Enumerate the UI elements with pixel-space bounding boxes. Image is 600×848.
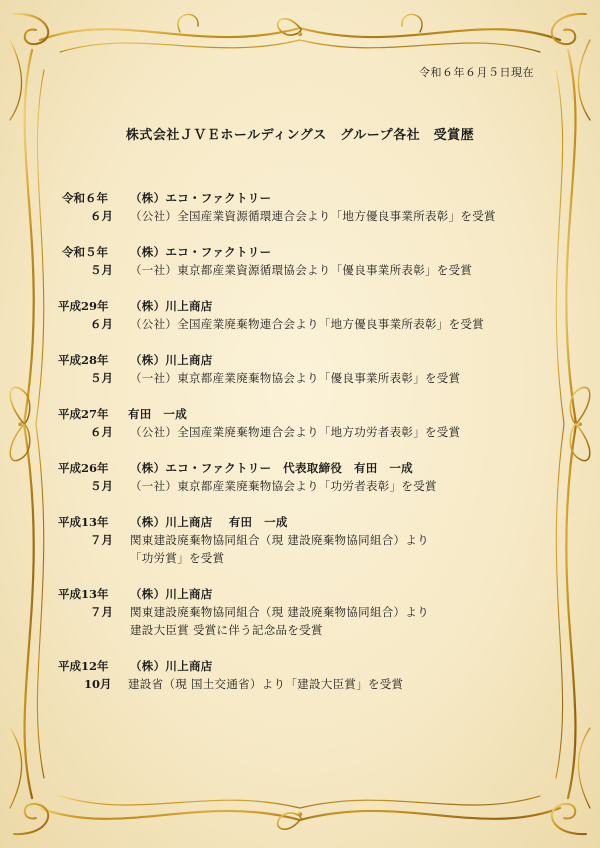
as-of-date: 令和６年６月５日現在 <box>419 66 534 79</box>
award-description: 関東建設廃棄物協同組合（現 建設廃棄物協同組合）より <box>130 533 429 547</box>
award-description: （公社）全国産業資源循環連合会より「地方優良事業所表彰」を受賞 <box>130 209 496 223</box>
award-year: 令和５年 <box>62 245 108 259</box>
award-year: 令和６年 <box>62 191 108 205</box>
award-year: 平成28年 <box>58 353 109 367</box>
award-year: 平成13年 <box>58 515 109 529</box>
award-recipient: （株）エコ・ファクトリー <box>130 245 272 259</box>
award-month: ６月 <box>90 317 113 331</box>
award-description-cont: 「功労賞」を受賞 <box>130 551 225 565</box>
award-description: （一社）東京都産業廃棄物協会より「功労者表彰」を受賞 <box>130 479 437 493</box>
award-description: （公社）全国産業廃棄物連合会より「地方功労者表彰」を受賞 <box>130 425 461 439</box>
award-recipient: 有田 一成 <box>128 407 187 421</box>
award-year: 平成29年 <box>58 299 109 313</box>
award-year: 平成26年 <box>58 461 109 475</box>
award-recipient: （株）エコ・ファクトリー 代表取締役 有田 一成 <box>130 461 413 475</box>
award-month: ７月 <box>90 533 113 547</box>
award-month: ５月 <box>90 479 113 493</box>
award-description: （公社）全国産業廃棄物連合会より「地方優良事業所表彰」を受賞 <box>130 317 484 331</box>
award-description: 関東建設廃棄物協同組合（現 建設廃棄物協同組合）より <box>130 605 429 619</box>
award-year: 平成27年 <box>58 407 109 421</box>
award-recipient: （株）川上商店 <box>130 659 213 673</box>
award-month: ５月 <box>90 371 113 385</box>
award-month: ６月 <box>90 425 113 439</box>
award-recipient: （株）川上商店 <box>130 587 213 601</box>
award-month: ７月 <box>90 605 113 619</box>
award-month: ６月 <box>90 209 113 223</box>
award-recipient: （株）川上商店 <box>130 353 213 367</box>
page-title: 株式会社ＪＶＥホールディングス グループ各社 受賞歴 <box>125 128 475 143</box>
award-recipient: （株）川上商店 有田 一成 <box>130 515 288 529</box>
award-description-cont: 建設大臣賞 受賞に伴う記念品を受賞 <box>130 623 323 637</box>
award-month: 10月 <box>84 677 112 691</box>
award-year: 平成13年 <box>58 587 109 601</box>
award-recipient: （株）川上商店 <box>130 299 213 313</box>
award-year: 平成12年 <box>58 659 109 673</box>
award-description: （一社）東京都産業資源循環協会より「優良事業所表彰」を受賞 <box>130 263 473 277</box>
award-month: ５月 <box>90 263 113 277</box>
award-description: 建設省（現 国土交通省）より「建設大臣賞」を受賞 <box>128 677 404 691</box>
award-description: （一社）東京都産業廃棄物協会より「優良事業所表彰」を受賞 <box>130 371 461 385</box>
award-recipient: （株）エコ・ファクトリー <box>130 191 272 205</box>
